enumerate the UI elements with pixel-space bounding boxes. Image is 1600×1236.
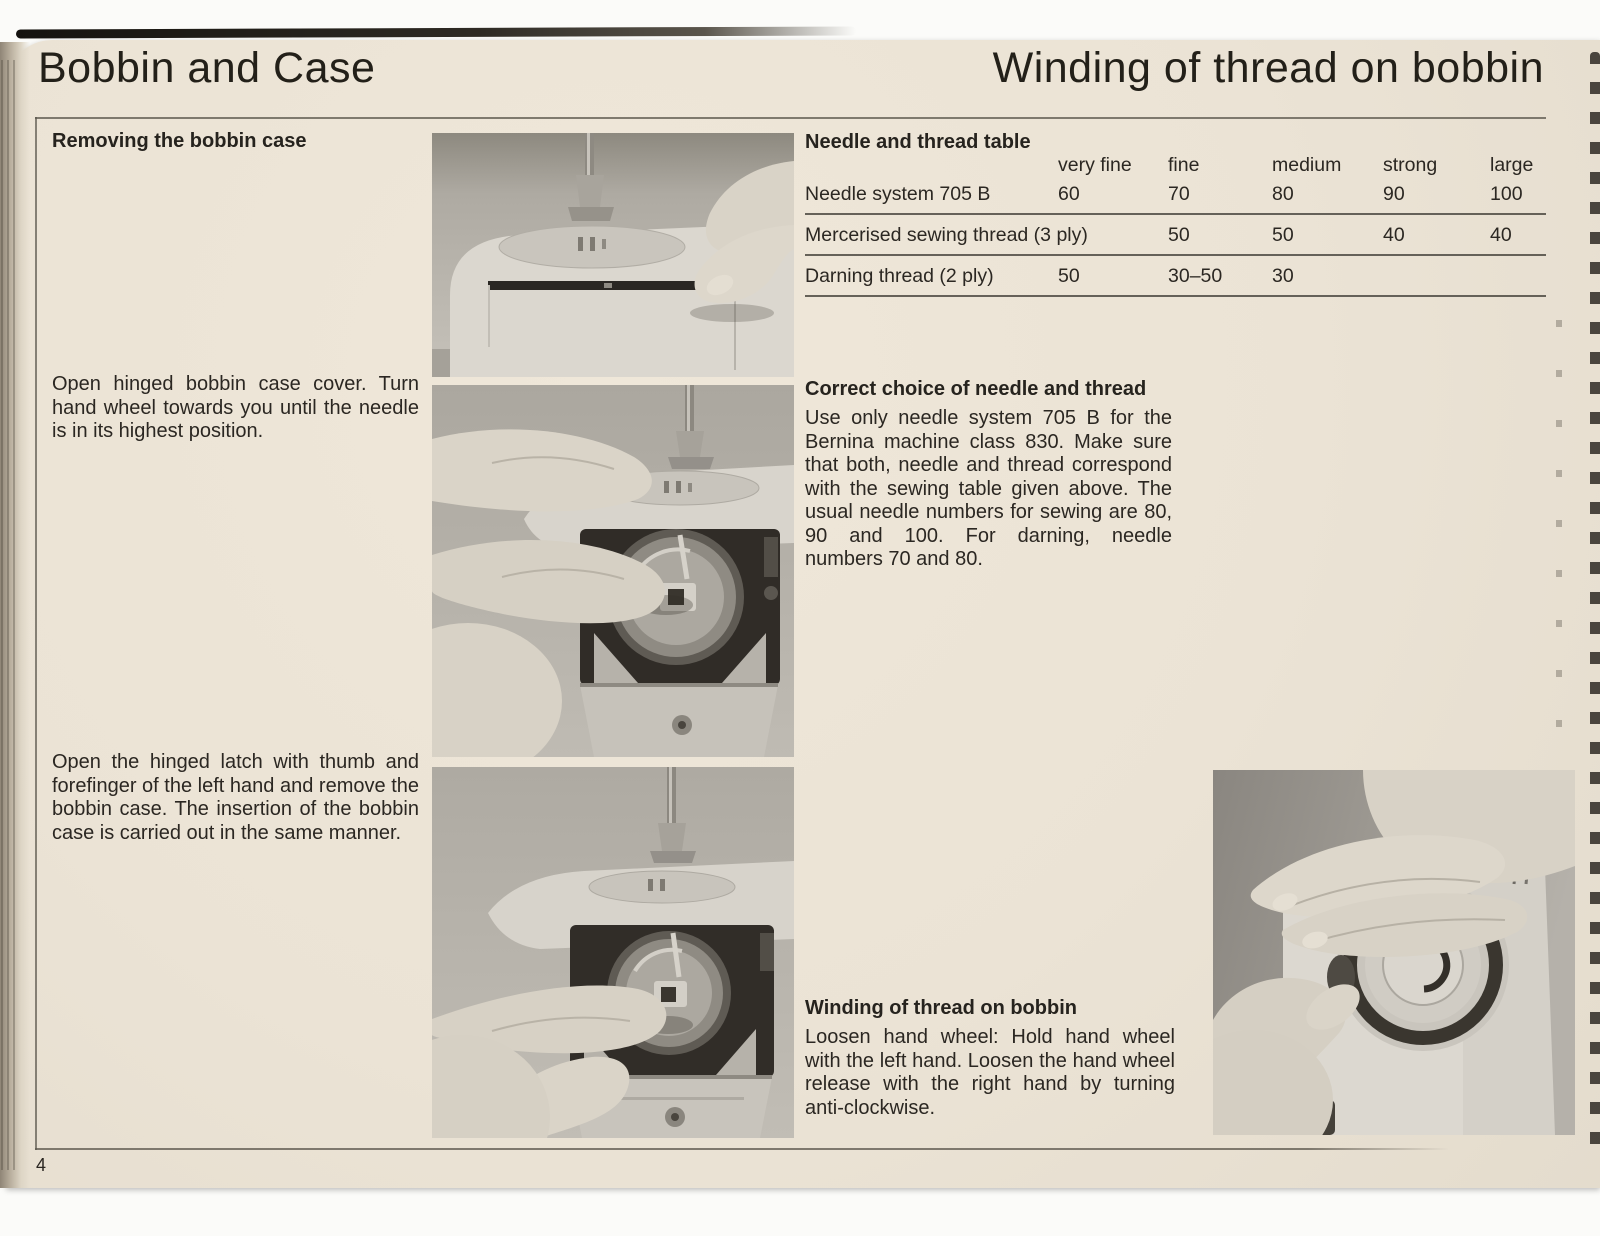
table-row [805,215,1546,256]
scan-top-edge-artifact [16,27,856,39]
table-cell: 90 [1383,183,1405,205]
table-header-row [805,152,1546,181]
page-number: 4 [36,1155,47,1175]
scan-right-edge-dashes [1590,52,1600,1152]
frame-rule-top [35,117,1546,119]
table-row-label: Needle system 705 B [805,183,991,205]
book-spine-page-edges [1,60,16,1170]
table-cell: 40 [1490,224,1512,246]
table-row [805,256,1546,297]
photo-opening-hinged-latch [432,385,794,757]
table-col-header: large [1490,154,1534,176]
table-row [805,181,1546,215]
table-cell: 50 [1058,265,1080,287]
table-cell: 40 [1383,224,1405,246]
table-cell: 80 [1272,183,1294,205]
table-row-label: Darning thread (2 ply) [805,265,994,287]
heading-winding-thread: Winding of thread on bobbin [805,997,1077,1019]
photo-opening-bobbin-cover [432,133,794,377]
table-cell: 50 [1168,224,1190,246]
paragraph-correct-choice: Use only needle system 705 B for the Bernina machine class 830. Make sure that both, needle and thread correspond with the sewing table given above. The usual needle numbers for sewing are 80, 90 and 100. For darning, needle numbers 70 and 80. [805,407,1172,570]
table-cell: 30–50 [1168,265,1223,287]
paragraph-open-cover: Open hinged bobbin case cover. Turn hand wheel towards you until the needle is in its highest position. [52,373,419,442]
table-cell: 70 [1168,183,1190,205]
page-title-right: Winding of thread on bobbin [992,44,1544,92]
paragraph-winding-thread: Loosen hand wheel: Hold hand wheel with the left hand. Loosen the hand wheel release with the right hand by turning anti-clockwise. [805,1026,1175,1119]
table-col-header: medium [1272,154,1342,176]
frame-rule-bottom [35,1148,1449,1150]
table-cell: 100 [1490,183,1523,205]
heading-removing-bobbin-case: Removing the bobbin case [52,130,307,152]
photo-hand-wheel-release [1213,770,1575,1135]
table-row-label: Mercerised sewing thread (3 ply) [805,224,1088,246]
table-col-header: strong [1383,154,1438,176]
page-title-left: Bobbin and Case [38,44,376,92]
heading-needle-thread-table: Needle and thread table [805,131,1031,153]
table-cell: 50 [1272,224,1294,246]
table-cell: 30 [1272,265,1294,287]
paragraph-open-latch: Open the hinged latch with thumb and forefinger of the left hand and remove the bobbin case. The insertion of the bobbin case is carried out in the same manner. [52,751,419,844]
heading-correct-choice: Correct choice of needle and thread [805,378,1147,400]
needle-thread-table [805,152,1546,297]
table-col-header: very fine [1058,154,1132,176]
photo-removing-bobbin-case [432,767,794,1138]
table-col-header: fine [1168,154,1200,176]
table-cell: 60 [1058,183,1080,205]
frame-rule-left [35,117,37,1150]
